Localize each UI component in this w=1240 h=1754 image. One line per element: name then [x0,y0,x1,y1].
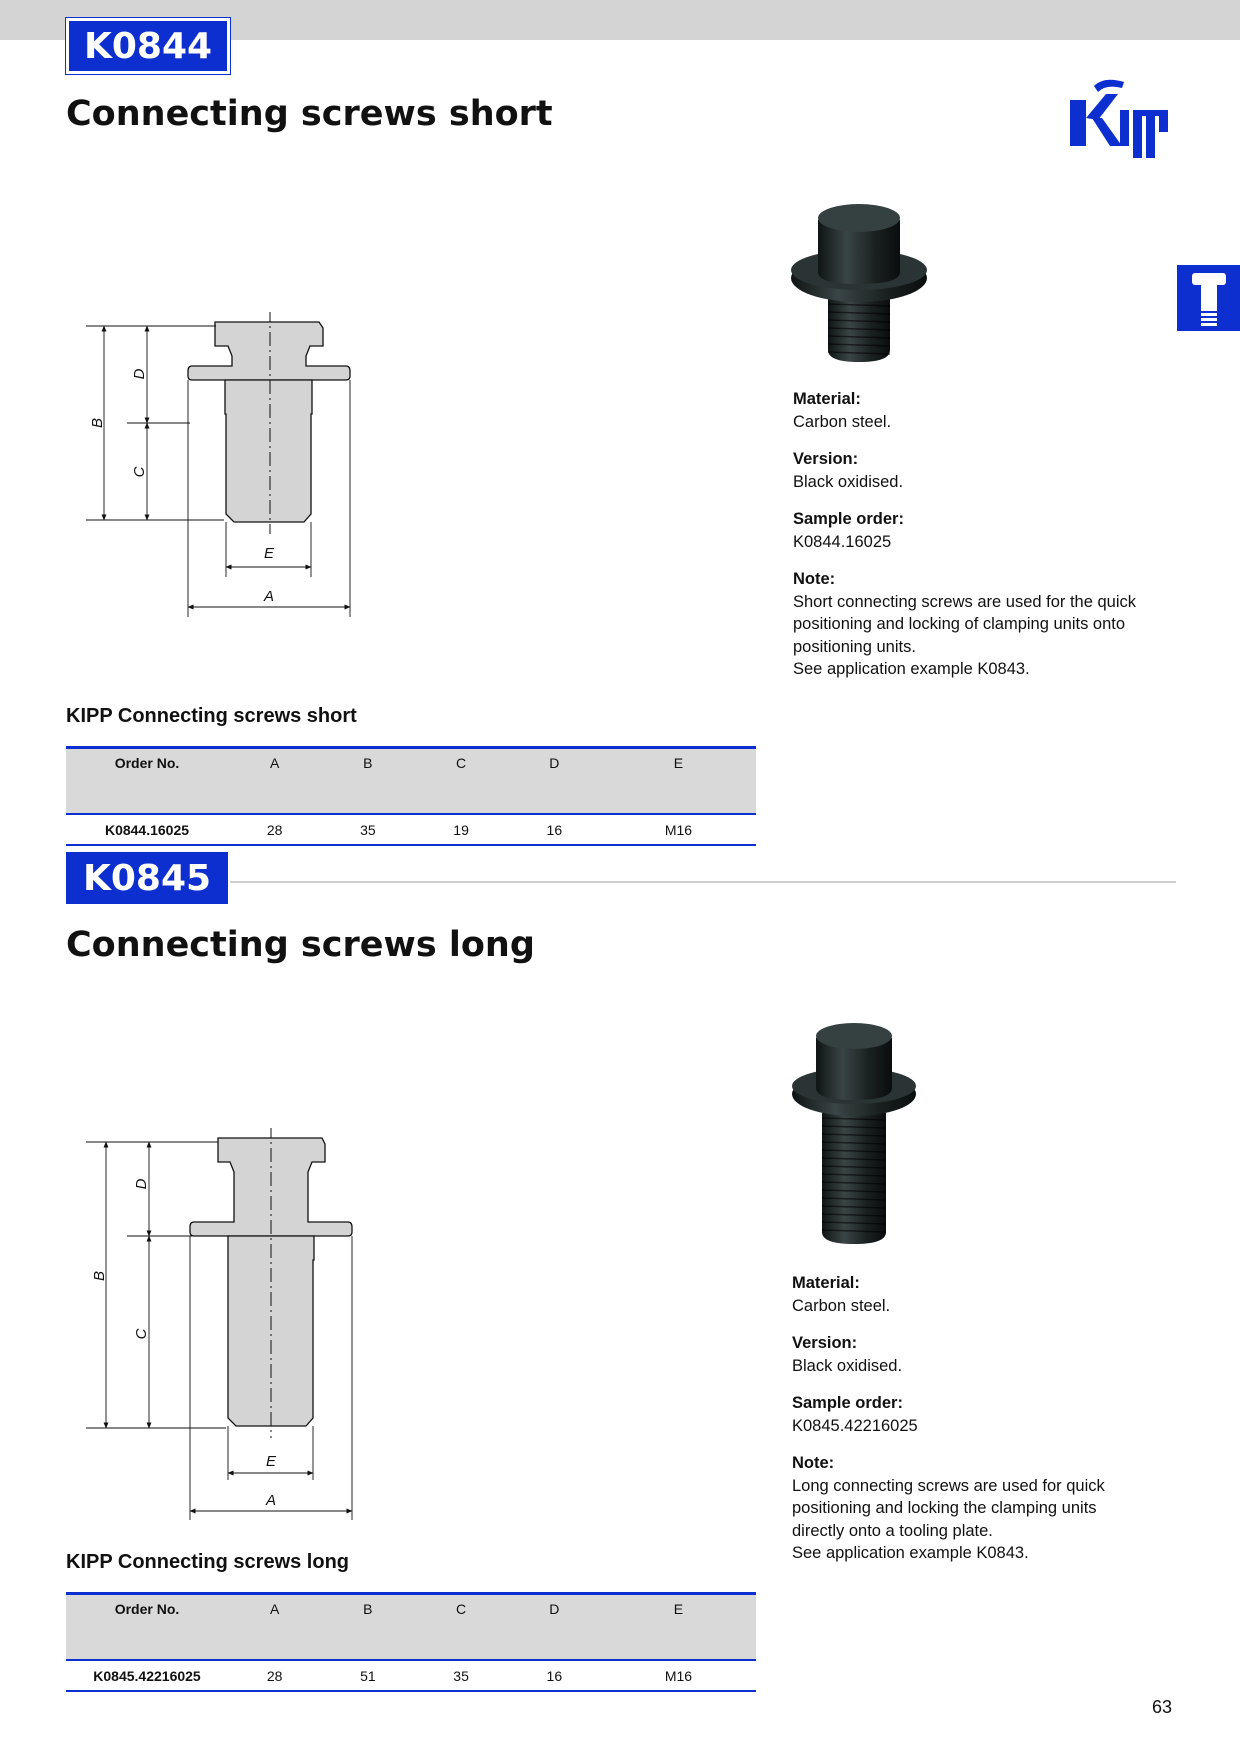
material-value: Carbon steel. [793,412,892,431]
cell-d: 16 [508,1660,601,1691]
note-line: See application example K0843. [792,1544,1029,1562]
version-value: Black oxidised. [792,1356,903,1375]
col-header-b: B [321,1594,414,1661]
section-divider [230,881,1176,883]
cell-a: 28 [228,814,321,845]
table-header-row [66,1594,756,1661]
version-value: Black oxidised. [793,472,904,491]
cell-b: 35 [321,814,414,845]
col-header-a: A [228,748,321,815]
technical-drawing-long [84,1128,364,1524]
dim-label-e: E [265,1453,277,1470]
col-header-e: E [601,748,756,815]
sample-order-label: Sample order: [793,510,904,528]
dim-label-b: B [91,1270,108,1282]
product-code-badge: K0845 [66,852,228,904]
note-line: positioning and locking the clamping units [792,1499,1097,1517]
note-line: Long connecting screws are used for quick [792,1476,1105,1495]
material-value: Carbon steel. [792,1296,891,1315]
dim-label-d: D [131,368,148,380]
product-photo-long [786,1012,918,1248]
page-title: Connecting screws short [66,94,553,134]
version-label: Version: [793,450,859,468]
sample-order-value: K0845.42216025 [792,1416,918,1435]
product-code-badge: K0844 [66,18,230,74]
cell-e: M16 [601,1660,756,1691]
note-label: Note: [792,1454,835,1472]
cell-d: 16 [508,814,601,845]
note-line: Short connecting screws are used for the quick [793,592,1137,611]
technical-drawing-short [84,312,364,622]
col-header-order-no: Order No. [66,1594,228,1661]
material-label: Material: [792,1274,860,1292]
cell-e: M16 [601,814,756,845]
cell-b: 51 [321,1660,414,1691]
cell-c: 35 [414,1660,507,1691]
dim-label-c: C [131,466,148,478]
dim-label-d: D [133,1178,150,1190]
kipp-logo [1064,74,1180,160]
table-row [66,1660,756,1691]
note-line: directly onto a tooling plate. [792,1521,993,1540]
note-label: Note: [793,570,836,588]
sample-order-label: Sample order: [792,1394,903,1412]
note-line: positioning and locking of clamping units onto [793,615,1126,633]
dim-label-a: A [263,588,275,605]
product-photo-short [786,190,934,372]
table-header-row [66,748,756,815]
version-label: Version: [792,1334,858,1352]
dim-label-c: C [133,1328,150,1340]
page-number: 63 [1152,1697,1173,1717]
col-header-d: D [508,748,601,815]
table-title-long: KIPP Connecting screws long [66,1551,350,1573]
spec-table-short [66,746,756,846]
table-title-short: KIPP Connecting screws short [66,705,357,727]
cell-a: 28 [228,1660,321,1691]
product-info-short [793,388,1153,696]
spec-table-long [66,1592,756,1692]
col-header-d: D [508,1594,601,1661]
col-header-a: A [228,1594,321,1661]
product-info-long [792,1272,1152,1580]
col-header-order-no: Order No. [66,748,228,815]
cell-c: 19 [414,814,507,845]
material-label: Material: [793,390,861,408]
dim-label-e: E [263,545,275,562]
dim-label-b: B [89,417,106,429]
col-header-c: C [414,748,507,815]
col-header-e: E [601,1594,756,1661]
col-header-b: B [321,748,414,815]
dim-label-a: A [265,1492,277,1509]
note-line: positioning units. [793,637,916,656]
note-line: See application example K0843. [793,660,1030,678]
section-tab-screw-icon [1177,265,1240,331]
col-header-c: C [414,1594,507,1661]
sample-order-value: K0844.16025 [793,532,892,551]
table-row [66,814,756,845]
page-title: Connecting screws long [66,925,535,965]
cell-order-no: K0844.16025 [66,814,228,845]
cell-order-no: K0845.42216025 [66,1660,228,1691]
